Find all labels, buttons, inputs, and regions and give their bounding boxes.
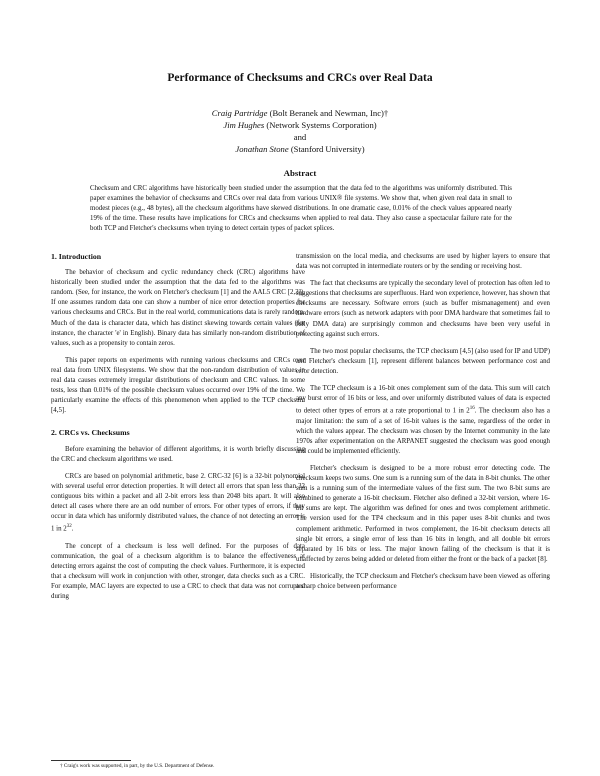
superscript: 32 [66,524,72,530]
author-affiliation: (Network Systems Corporation) [266,120,377,130]
author-and: and [293,132,307,142]
author-name: Jim Hughes [223,120,265,130]
author-affiliation: (Stanford University) [290,144,365,154]
left-column [51,252,305,602]
right-column [296,252,550,592]
footnote: † Craig's work was supported, in part, by the U.S. Department of Defense. [60,763,215,769]
paragraph: The two most popular checksums, the TCP checksum [4,5] (also used for IP and UDP) and Fletcher's checksum [1], represent different balances between performance cost and error detection. [296,347,550,375]
paragraph: Fletcher's checksum is designed to be a more robust error detecting code. The checksum keeps two sums. One sum is a running sum of the data in 8-bit chunks. The other sum is a running sum of the intermediate values of the first sum. The two 8-bit sums are combined to generate a 16-bit checksum. Fletcher also defined a 32-bit version, where 16-bit sums are kept. The algorithm was defined for ones and twos complement arithmetic. The version used for the TP4 checksum and in this paper uses 8-bit chunks and twos complement arithmetic. Performed in twos complement, the 16-bit checksum detects all single bit errors, a single error of less than 16 bits in length, and all double bit errors separated by 16 bits or less. The major known failing of the checksum is that it is unaffected by zeros being added or deleted from either the front or the back of a packet [8]. [296,464,550,563]
paragraph: The behavior of checksum and cyclic redundancy check (CRC) algorithms have historically been studied under the assumption that the data fed to the algorithms was random. (See, for instance, the work on Fletcher's checksum [1] and the AAL5 CRC [2,3]). If one assumes random data one can show a number of nice error detection properties for various checksums and CRCs. But in the real world, communications data is rarely random. Much of the data is character data, which has distinct skewing towards certain values (for instance, the character 'e' in English). Binary data has similarly non-random distribution of values, such as a propensity to contain zeros. [51,269,305,347]
paragraph: Before examining the behavior of different algorithms, it is worth briefly discussing the CRC and checksum algorithms we used. [51,445,305,463]
abstract-heading: Abstract [283,168,317,178]
paragraph [51,472,305,535]
paragraph-text: The TCP checksum is a 16-bit ones complement sum of the data. This sum will catch any burst error of 16 bits or less, and over uniformly distributed values of data is expected to detect other types of errors at a rate proportional to 1 in 2 [296,385,550,415]
author-block [0,107,600,155]
author-line [0,107,600,119]
section-heading: 1. Introduction [51,252,102,261]
paragraph-text: . The checksum also has a major limitation: the sum of a set of 16-bit values is the same, regardless of the order in which the values appear. The checksum was chosen by the Internet community in the late 1970s after experimentation on the ARPANET suggested the checksum was good enough and could be implemented efficiently. [296,407,550,455]
paragraph: The concept of a checksum is less well defined. For the purposes of data communication, the goal of a checksum algorithm is to balance the effectiveness at detecting errors against the cost of computing the check values. Furthermore, it is expected that a checksum will work in conjunction with other, stronger, data checks such as a CRC. For example, MAC layers are expected to use a CRC to check that data was not corrupted during [51,542,305,601]
paragraph [296,384,550,457]
footnote-rule [51,760,131,761]
author-line [0,119,600,131]
abstract-text: Checksum and CRC algorithms have historically been studied under the assumption that the data fed to the algorithms was uniformly distributed. This paper examines the behavior of checksums and CRCs over real data from various UNIX® file systems. We show that, when given real data in small to modest pieces (e.g., 48 bytes), all the checksum algorithms have skewed distributions. In one dramatic case, 0.01% of the check values appeared nearly 19% of the time. These results have implications for CRCs and checksums when applied to real data. They also cause a spectacular failure rate for the both TCP and Fletcher's checksums when trying to detect certain types of packet splices. [90,185,512,232]
superscript: 16 [469,406,475,412]
author-affiliation: (Bolt Beranek and Newman, Inc)† [269,108,389,118]
paragraph: The fact that checksums are typically the secondary level of protection has often led to suggestions that checksums are superfluous. Hard won experience, however, has shown that checksums are necessary. Software errors (such as buffer mismanagement) and even hardware errors (such as network adapters with poor DMA hardware that sometimes fail to fully DMA data) are surprisingly common and checksums have been very useful in protecting against such errors. [296,280,550,338]
paragraph-text: . [71,525,74,533]
paragraph-text: CRCs are based on polynomial arithmetic, base 2. CRC-32 [6] is a 32-bit polynomial with several useful error detection properties. It will detect all errors that span less than 32 contiguous bits within a packet and all 2-bit errors less than 2048 bits apart. It will also detect all cases where there are an odd number of errors. For other types of errors, if they occur in data which has uniformly distributed values, the chance of not detecting an error is 1 in 2 [51,472,305,533]
paper-title: Performance of Checksums and CRCs over Real Data [167,72,433,84]
author-name: Jonathan Stone [235,144,289,154]
paragraph: transmission on the local media, and checksums are used by higher layers to ensure that data was not corrupted in intermediate routers or by the sending or receiving host. [296,253,550,271]
paragraph: Historically, the TCP checksum and Fletcher's checksum have been viewed as offering a sharp choice between performance [296,572,550,591]
author-line [0,143,600,155]
section-heading: 2. CRCs vs. Checksums [51,428,130,438]
author-name: Craig Partridge [211,108,268,118]
paragraph: This paper reports on experiments with running various checksums and CRCs over real data from UNIX filesystems. We show that the non-random distribution of values in real data causes extremely irregular distributions of checksum and CRC values. In some tests, less than 0.01% of the possible checksum values occurred over 19% of the time. We particularly examine the effects of this phenomenon when applied to the TCP checksum [4,5]. [51,356,305,415]
